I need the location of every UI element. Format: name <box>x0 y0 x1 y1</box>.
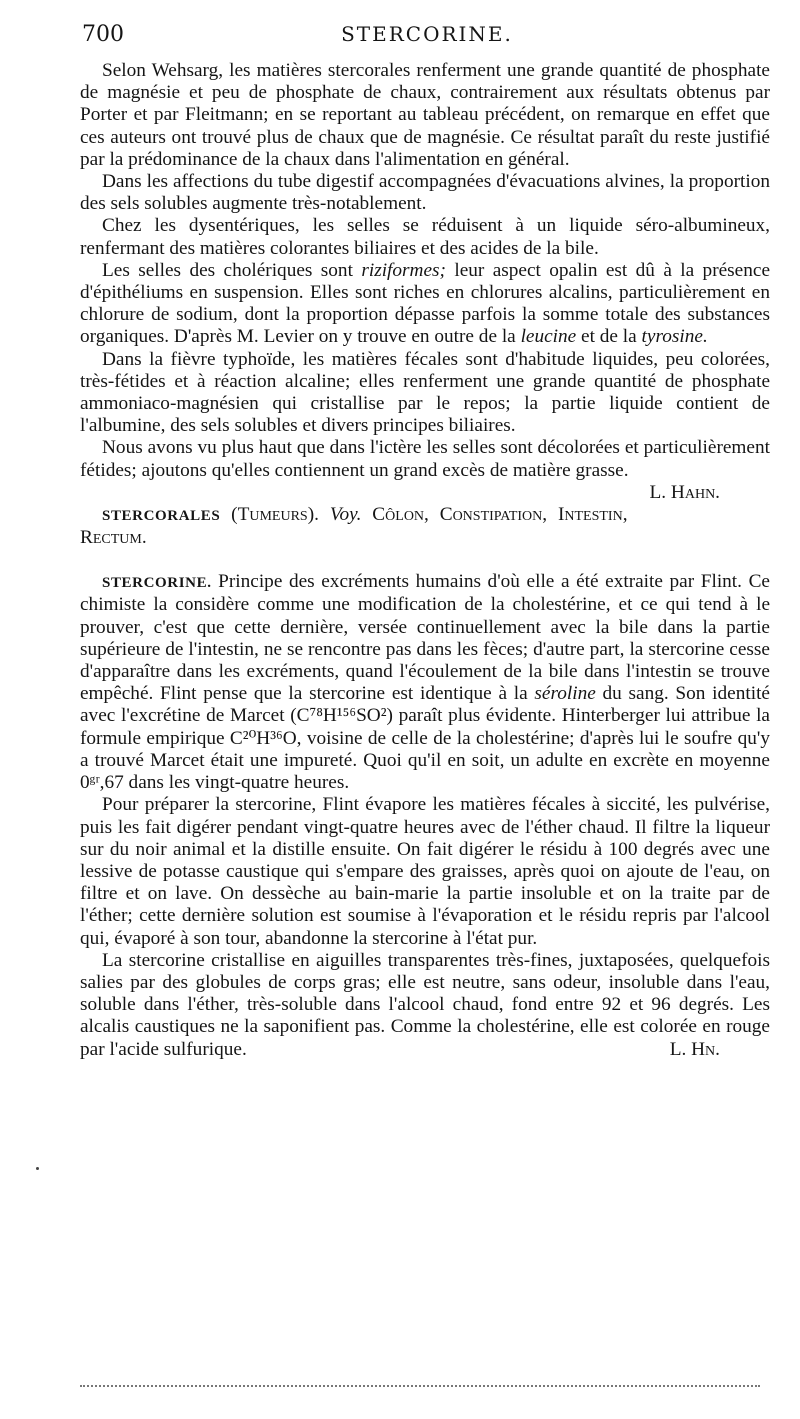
italic-term: tyrosine. <box>641 326 708 348</box>
entry-headword: STERCORALES <box>102 507 221 524</box>
author-signature: L. Hahn. <box>649 481 720 503</box>
italic-term: leucine <box>520 326 577 348</box>
paragraph <box>80 571 770 794</box>
paragraph: Dans la fièvre typhoïde, les matières fécales sont d'habitude liquides, peu colorées, très-fétides et à réaction alcaline; elles renferment une grande quantité de phosphate ammoniaco-magnésien qui cristallise par le repos; la partie liquide contient de l'albumine, des sels solubles et divers principes biliaires. <box>80 348 770 437</box>
text-run: Nous avons vu plus haut que dans l'ictère les selles sont décolorées et particulièrement fétides; ajoutons qu'elles contiennent un grand excès de matière grasse. <box>80 437 770 481</box>
paragraph: Selon Wehsarg, les matières stercorales renferment une grande quantité de phosphate de magnésie et peu de phosphate de chaux, contrairement aux résultats obtenus par Porter et par Fleitmann; en se reportant au tableau précédent, on remarque en effet que ces auteurs ont trouvé plus de chaux que de magnésie. Ce résultat paraît du reste justifié par la prédominance de la chaux dans l'alimentation en général. <box>80 60 770 170</box>
voy-label: Voy. <box>329 503 362 525</box>
text-run: La stercorine cristallise en aiguilles transparentes très-fines, juxtaposées, quelquefois salies par des globules de corps gras; elle est neutre, sans odeur, insoluble dans l'eau, soluble dans l'éther, très-soluble dans l'alcool chaud, fond entre 92 et 96 degrés. Les alcalis caustiques ne la saponifient pas. Comme la cholestérine, elle est colorée en rouge par l'acide sulfurique. <box>80 949 770 1060</box>
running-title: STERCORINE. <box>341 22 513 46</box>
text-run: Les selles des cholériques sont <box>102 259 362 281</box>
entry-qualifier: (Tumeurs). <box>231 503 319 525</box>
paragraph: Chez les dysentériques, les selles se réduisent à un liquide séro-albumineux, renfermant des matières colorantes biliaires et des acides de la bile. <box>80 215 770 259</box>
paragraph: Dans les affections du tube digestif accompagnées d'évacuations alvines, la proportion des sels solubles augmente très-notablement. <box>80 171 770 215</box>
margin-mark <box>36 1167 39 1170</box>
paragraph <box>80 950 770 1061</box>
cross-reference-entry <box>80 504 770 549</box>
entry-headword: STERCORINE. <box>102 575 212 592</box>
text-run: Principe des excréments humains d'où elle a été extraite par Flint. Ce chimiste la considère comme une modification de la cholestérine, et ce qui tend à le prouver, c'est que cette dernière, versée continuellement avec la bile dans la partie supérieure de l'intestin, ne se rencontre pas dans les fèces; d'autre part, la stercorine cesse d'apparaître dans les excréments, quand l'écoulement de la bile dans l'intestin se trouve empêché. Flint pense que la stercorine est identique à la <box>80 571 770 705</box>
text-run: du sang. Son identité avec l'excrétine de Marcet (C⁷⁸H¹⁵⁶SO²) paraît plus évidente. Hinterberger lui attribue la formule empirique C²⁰H³⁶O, voisine de celle de la cholestérine; d'après lui le soufre qu'y a trouvé Marcet était une impureté. Quoi qu'il en soit, un adulte en excrète en moyenne 0ᵍʳ,67 dans les vingt-quatre heures. <box>80 683 770 794</box>
footer-rule <box>80 1385 760 1387</box>
page-header <box>82 22 772 52</box>
paragraph <box>80 260 770 349</box>
text-run: leur aspect opalin est dû à la présence d'épithéliums en suspension. Elles sont riches en chlorures alcalins, particulièrement en chlorure de sodium, dont la proportion dépasse parfois la somme totale des substances organiques. D'après M. Levier on y trouve en outre de la <box>80 259 770 348</box>
italic-term: riziformes; <box>361 259 446 281</box>
body-text <box>80 60 770 1061</box>
cross-reference-links: Côlon, Constipation, Intestin, Rectum. <box>80 503 628 549</box>
italic-term: séroline <box>534 683 596 705</box>
text-run: et de la <box>576 326 642 348</box>
page-number: 700 <box>82 22 124 47</box>
paragraph <box>80 437 770 503</box>
paragraph: Pour préparer la stercorine, Flint évapore les matières fécales à siccité, les pulvérise, puis les fait digérer pendant vingt-quatre heures avec de l'éther chaud. Il filtre la liqueur sur du noir animal et la distille ensuite. On fait digérer le résidu à 100 degrés avec une lessive de potasse caustique qui s'empare des graisses, après quoi on ajoute de l'eau, on filtre et on lave. On dessèche au bain-marie la partie insoluble et on la traite par de l'éther; cette dernière solution est soumise à l'évaporation et le résidu repris par l'alcool qui, évaporé à son tour, abandonne la stercorine à l'état pur. <box>80 794 770 949</box>
author-signature: L. Hn. <box>669 1038 720 1060</box>
